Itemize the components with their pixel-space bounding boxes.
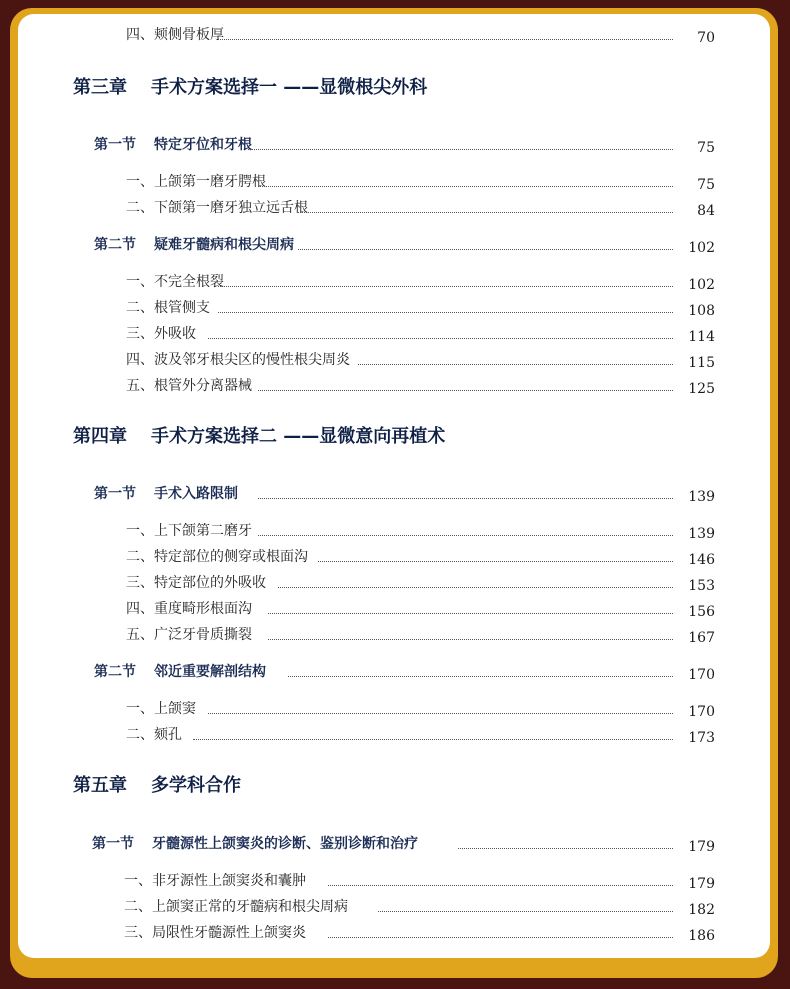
- toc-item[interactable]: [18, 922, 770, 944]
- leader-dots: [258, 382, 673, 391]
- leader-dots: [208, 330, 673, 339]
- chapter-heading[interactable]: [73, 771, 241, 801]
- leader-dots: [298, 241, 673, 250]
- page-number: 75: [675, 174, 715, 196]
- toc-item-label: 二、上颌窦正常的牙髓病和根尖周病: [124, 896, 351, 918]
- toc-item-label: 三、特定部位的外吸收: [126, 572, 269, 594]
- toc-item[interactable]: [18, 896, 770, 918]
- chapter-number: 第三章: [73, 77, 127, 98]
- page-number: 182: [675, 899, 715, 921]
- section-number: 第二节: [94, 664, 136, 680]
- leader-dots: [258, 178, 673, 187]
- toc-item-label: 一、上颌窦: [126, 698, 199, 720]
- toc-item-label: 一、不完全根裂: [126, 271, 227, 293]
- page-number: 115: [675, 352, 715, 374]
- leader-dots: [298, 204, 673, 213]
- toc-item-label: 二、特定部位的侧穿或根面沟: [126, 546, 311, 568]
- chapter-title: 手术方案选择一 ——显微根尖外科: [151, 77, 428, 98]
- leader-dots: [268, 605, 673, 614]
- toc-item[interactable]: [18, 271, 770, 293]
- toc-item-label: 四、颊侧骨板厚: [126, 24, 227, 46]
- page-number: 75: [675, 137, 715, 159]
- leader-dots: [248, 141, 673, 150]
- page-number: 139: [675, 486, 715, 508]
- toc-item-label: 五、广泛牙骨质撕裂: [126, 624, 255, 646]
- section-title: 牙髓源性上颌窦炎的诊断、鉴别诊断和治疗: [152, 836, 418, 852]
- chapter-title: 多学科合作: [151, 775, 241, 796]
- toc-section[interactable]: [18, 483, 770, 505]
- toc-item[interactable]: [18, 171, 770, 193]
- toc-item-label: 四、重度畸形根面沟: [126, 598, 255, 620]
- page-number: 146: [675, 549, 715, 571]
- leader-dots: [218, 31, 673, 40]
- section-number: 第一节: [92, 836, 134, 852]
- page-number: 186: [675, 925, 715, 947]
- toc-section[interactable]: [18, 134, 770, 156]
- page-number: 114: [675, 326, 715, 348]
- toc-item-label: 三、局限性牙髓源性上颌窦炎: [124, 922, 309, 944]
- page-number: 84: [675, 200, 715, 222]
- toc-item[interactable]: [18, 375, 770, 397]
- page-number: 153: [675, 575, 715, 597]
- toc-item[interactable]: [18, 323, 770, 345]
- leader-dots: [358, 356, 673, 365]
- leader-dots: [218, 304, 673, 313]
- chapter-heading[interactable]: [73, 73, 427, 103]
- section-number: 第一节: [94, 486, 136, 502]
- chapter-heading[interactable]: [73, 422, 445, 452]
- leader-dots: [268, 631, 673, 640]
- leader-dots: [218, 278, 673, 287]
- toc-item[interactable]: [18, 297, 770, 319]
- leader-dots: [258, 527, 673, 536]
- page-number: 102: [675, 274, 715, 296]
- page-number: 179: [675, 836, 715, 858]
- leader-dots: [278, 579, 673, 588]
- toc-item[interactable]: [18, 724, 770, 746]
- toc-item[interactable]: [18, 870, 770, 892]
- chapter-number: 第五章: [73, 775, 127, 796]
- page-number: 179: [675, 873, 715, 895]
- section-title: 疑难牙髓病和根尖周病: [154, 237, 294, 253]
- toc-item-label: 一、非牙源性上颌窦炎和囊肿: [124, 870, 309, 892]
- toc-item[interactable]: [18, 598, 770, 620]
- toc-item[interactable]: [18, 197, 770, 219]
- toc-item-label: 一、上颌第一磨牙腭根: [126, 171, 269, 193]
- leader-dots: [258, 490, 673, 499]
- toc-item-label: 二、颏孔: [126, 724, 185, 746]
- leader-dots: [318, 553, 673, 562]
- page-number: 70: [675, 27, 715, 49]
- leader-dots: [208, 705, 673, 714]
- toc-page: [18, 14, 770, 958]
- toc-section[interactable]: [18, 833, 770, 855]
- toc-item-label: 四、波及邻牙根尖区的慢性根尖周炎: [126, 349, 353, 371]
- chapter-number: 第四章: [73, 426, 127, 447]
- page-number: 139: [675, 523, 715, 545]
- toc-item-label: 三、外吸收: [126, 323, 199, 345]
- chapter-title: 手术方案选择二 ——显微意向再植术: [151, 426, 446, 447]
- page-number: 167: [675, 627, 715, 649]
- toc-item[interactable]: [18, 349, 770, 371]
- toc-section[interactable]: [18, 234, 770, 256]
- toc-section[interactable]: [18, 661, 770, 683]
- toc-item-label: 二、下颌第一磨牙独立远舌根: [126, 197, 311, 219]
- page-number: 170: [675, 664, 715, 686]
- section-number: 第二节: [94, 237, 136, 253]
- toc-item[interactable]: [18, 698, 770, 720]
- page-number: 173: [675, 727, 715, 749]
- section-title: 特定牙位和牙根: [154, 137, 252, 153]
- leader-dots: [378, 903, 673, 912]
- leader-dots: [328, 929, 673, 938]
- toc-item[interactable]: [18, 572, 770, 594]
- page-number: 125: [675, 378, 715, 400]
- page-number: 156: [675, 601, 715, 623]
- section-title: 邻近重要解剖结构: [154, 664, 266, 680]
- leader-dots: [193, 731, 673, 740]
- page-number: 102: [675, 237, 715, 259]
- leader-dots: [458, 840, 673, 849]
- toc-item[interactable]: [18, 546, 770, 568]
- toc-item[interactable]: [18, 520, 770, 542]
- toc-item-label: 一、上下颌第二磨牙: [126, 520, 255, 542]
- leader-dots: [328, 877, 673, 886]
- toc-item[interactable]: [18, 24, 770, 46]
- leader-dots: [288, 668, 673, 677]
- toc-item[interactable]: [18, 624, 770, 646]
- toc-item-label: 五、根管外分离器械: [126, 375, 255, 397]
- page-number: 108: [675, 300, 715, 322]
- toc-item-label: 二、根管侧支: [126, 297, 213, 319]
- page-number: 170: [675, 701, 715, 723]
- section-title: 手术入路限制: [154, 486, 238, 502]
- section-number: 第一节: [94, 137, 136, 153]
